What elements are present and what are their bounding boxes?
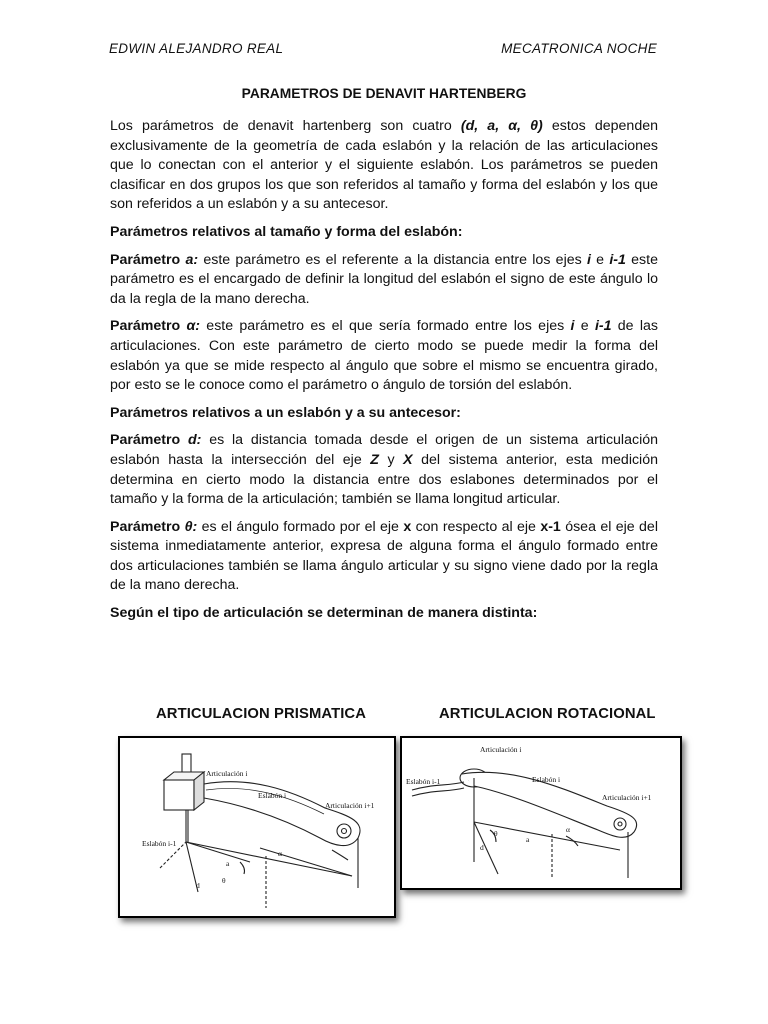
document-title: PARAMETROS DE DENAVIT HARTENBERG [241,86,527,101]
rotational-label-alpha: α [566,825,570,834]
prismatic-label-joint-i1: Articulación i+1 [325,801,375,810]
prismatic-joint-diagram [120,738,394,916]
prismatic-label-link-i: Eslabón i [258,791,287,800]
figure-title-rotational: ARTICULACION ROTACIONAL [439,706,656,722]
figure-rotational-joint [400,736,682,890]
rotational-label-link-i: Eslabón i [532,775,561,784]
prismatic-label-alpha: α [278,849,282,858]
prismatic-label-link-prev: Eslabón i-1 [142,839,177,848]
intro-paragraph: Los parámetros de denavit hartenberg son cuatro (d, a, α, θ) estos dependen exclusivamente de la geometría de cada eslabón y la relación de las articulaciones que lo conectan con el anterior y el siguiente eslabón. Los parámetros se pueden clasificar en dos grupos los que son referidos al tamaño y forma del eslabón y los que son referidos a un eslabón y a su antecesor. [110,118,658,213]
section-heading-size-shape: Parámetros relativos al tamaño y forma del eslabón: [110,223,463,240]
rotational-joint-diagram [402,738,680,888]
param-a-paragraph: Parámetro a: este parámetro es el referente a la distancia entre los ejes i e i-1 este parámetro es el encargado de definir la longitud del eslabón el signo de este ángulo lo da la regla de la mano derecha. [110,251,658,307]
prismatic-label-theta: θ [222,876,226,885]
section-heading-predecessor: Parámetros relativos a un eslabón y a su antecesor: [110,404,461,421]
header-course: MECATRONICA NOCHE [501,41,657,56]
param-alpha-paragraph: Parámetro α: este parámetro es el que sería formado entre los ejes i e i-1 de las articulaciones. Con este parámetro de cierto modo se puede medir la forma del eslabón ya que se mide respecto al ángulo que sobre el mismo se encuentra girado, por esto se le conoce como el parámetro o ángulo de torsión del eslabón. [110,318,659,394]
rotational-label-d: d [480,843,484,852]
figure-title-prismatic: ARTICULACION PRISMATICA [156,706,366,722]
rotational-label-joint-i1: Articulación i+1 [602,793,652,802]
prismatic-label-a: a [226,859,230,868]
header-author: EDWIN ALEJANDRO REAL [109,41,284,56]
rotational-label-link-prev: Eslabón i-1 [406,777,441,786]
section-heading-joint-types: Según el tipo de articulación se determinan de manera distinta: [110,605,538,622]
params-list: (d, a, α, θ) [460,118,543,134]
figure-prismatic-joint [118,736,396,918]
rotational-label-theta: θ [494,829,498,838]
rotational-label-joint-i: Articulación i [480,745,522,754]
rotational-label-a: a [526,835,530,844]
document-body [110,117,658,632]
param-d-paragraph: Parámetro d: es la distancia tomada desde el origen de un sistema articulación eslabón hasta la intersección del eje Z y X del sistema anterior, esta medición determina en cierto modo la distancia entre dos eslabones determinados por el tamaño y la forma de la articulación; también se llama longitud articular. [110,432,659,508]
param-theta-paragraph: Parámetro θ: es el ángulo formado por el eje x con respecto al eje x-1 ósea el eje del sistema inmediatamente anterior, expresa de alguna forma el ángulo formado entre dos articulaciones también se llama ángulo articular y su signo viene dado por la regla de la mano derecha. [110,518,658,594]
prismatic-label-joint-i: Articulación i [206,769,248,778]
page-header [109,41,657,56]
prismatic-label-d: d [196,881,200,890]
